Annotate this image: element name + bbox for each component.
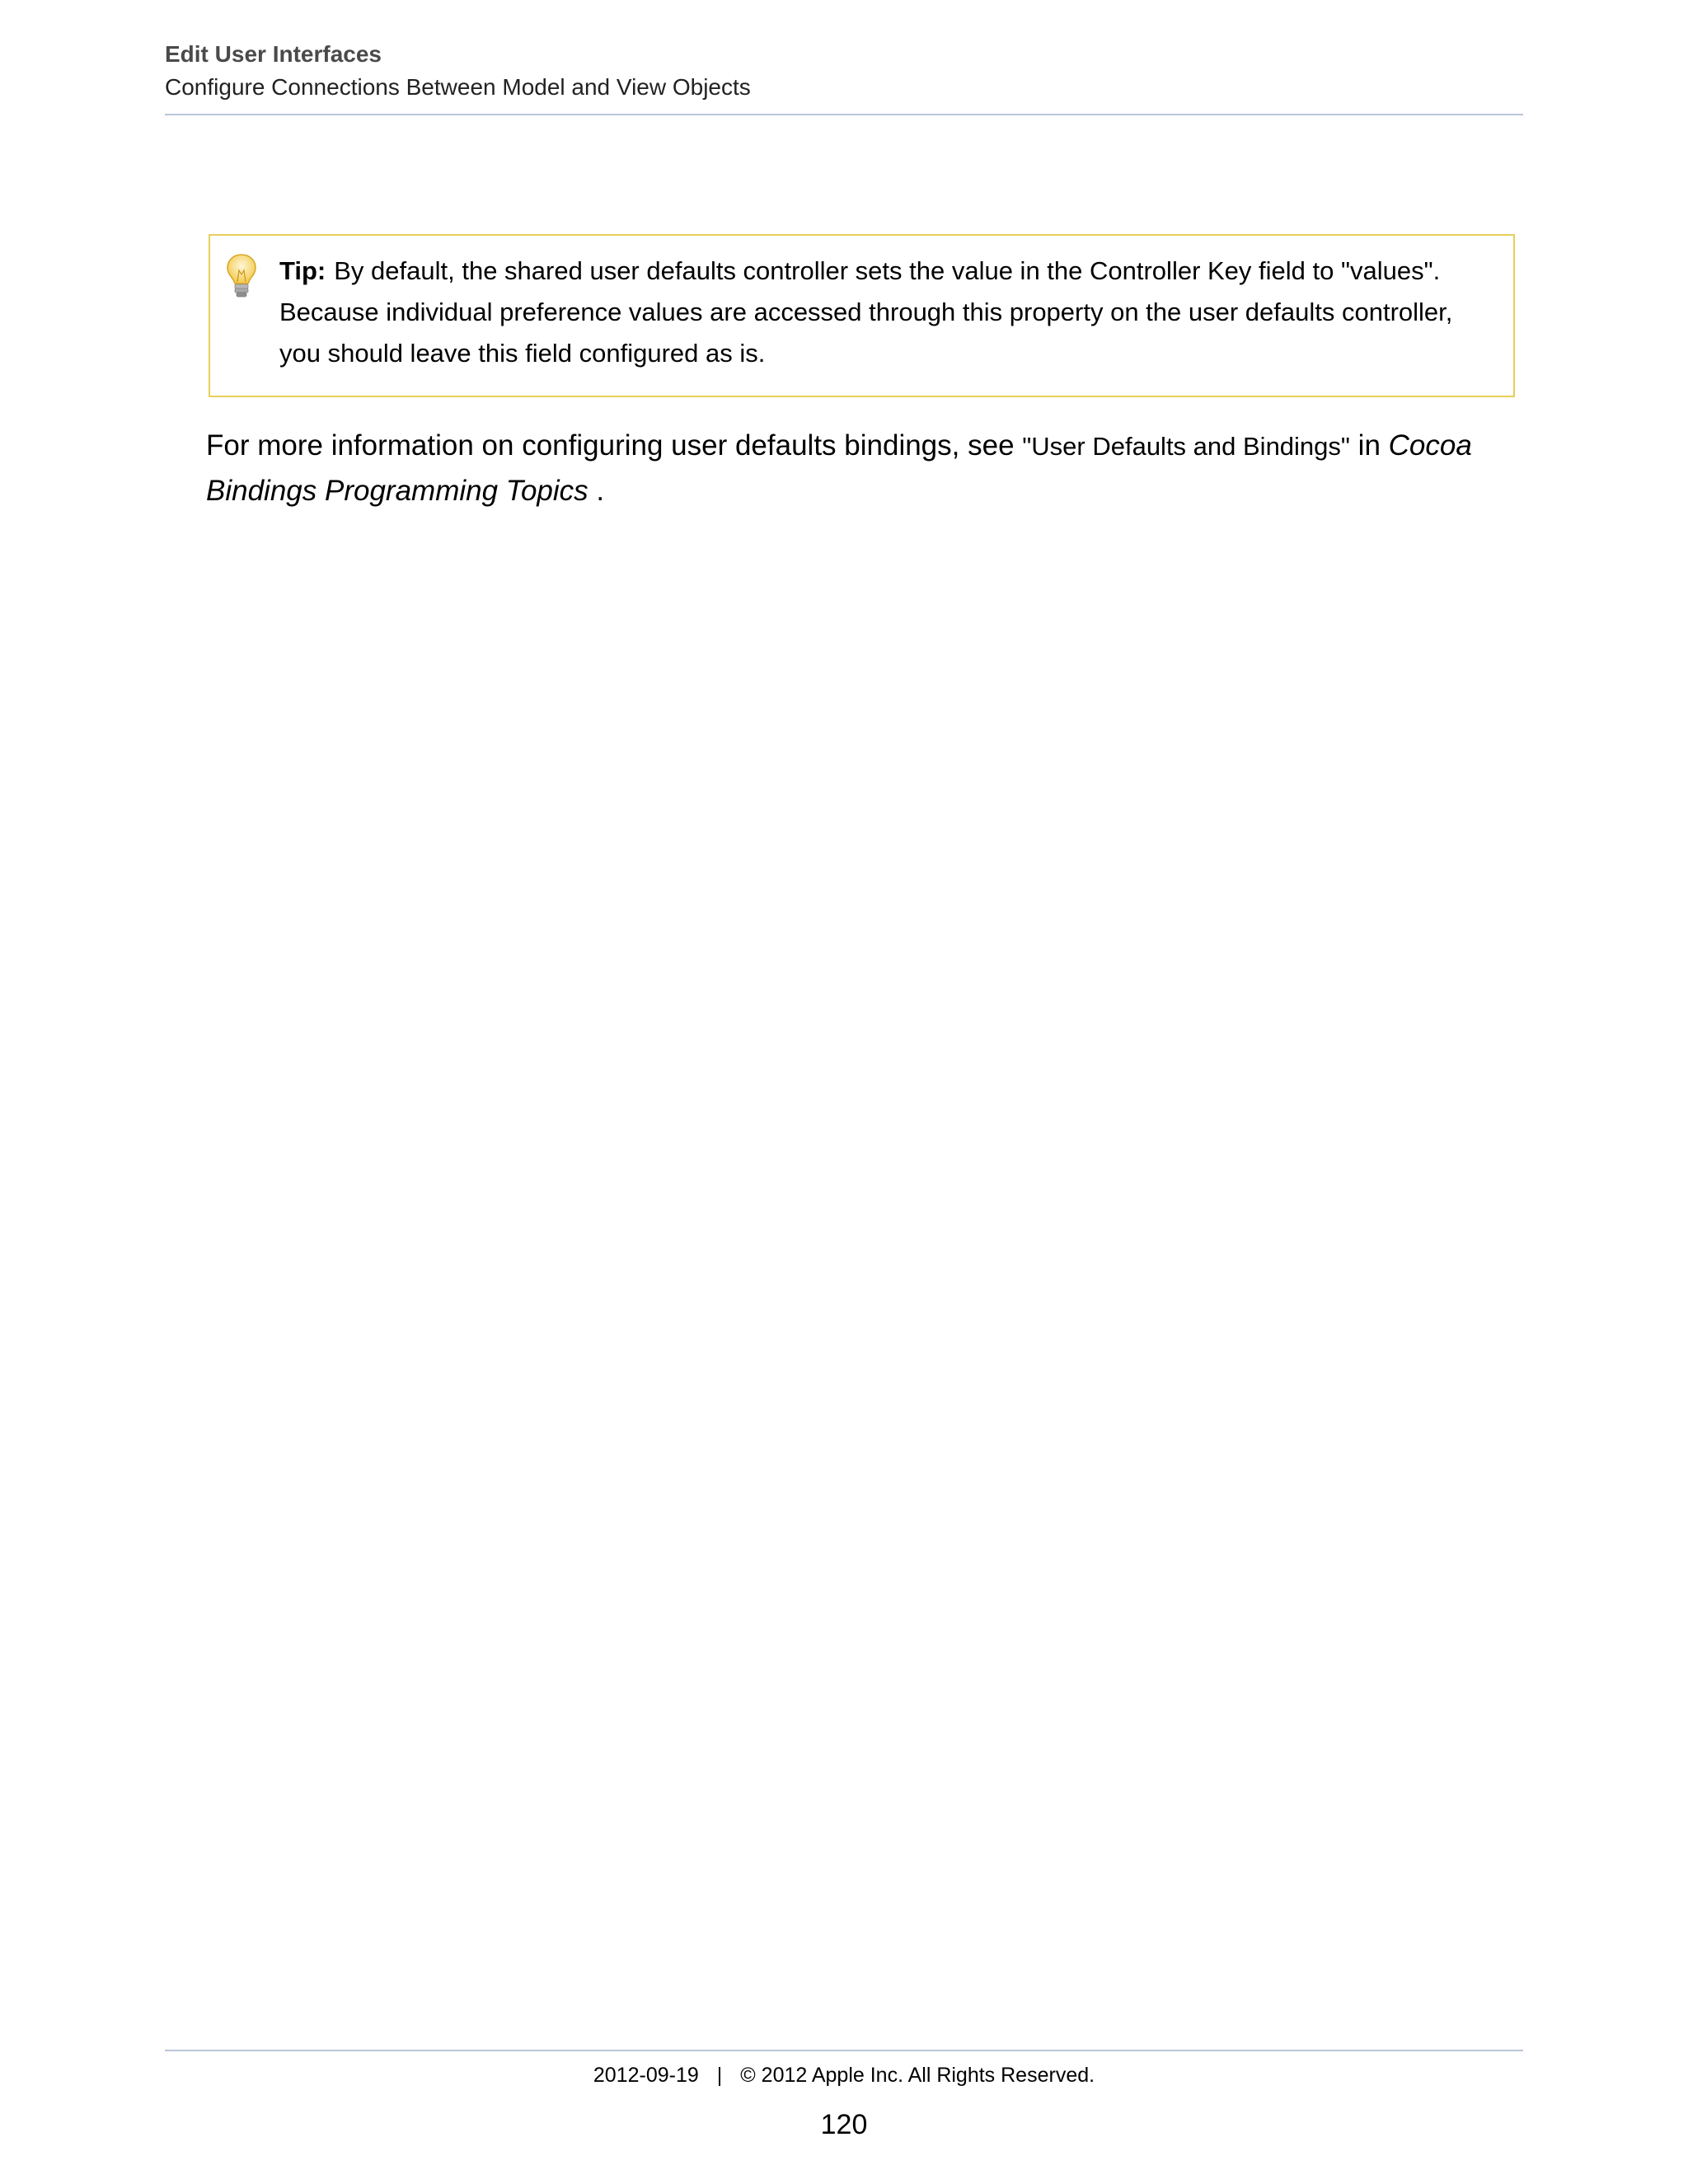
lightbulb-icon xyxy=(225,252,258,302)
footer-separator: | xyxy=(716,2064,723,2087)
page-number: 120 xyxy=(820,2109,868,2140)
section-title: Configure Connections Between Model and View Objects xyxy=(165,74,751,100)
tip-label: Tip: xyxy=(279,256,326,285)
paragraph-end: . xyxy=(588,475,605,507)
chapter-title: Edit User Interfaces xyxy=(165,41,382,67)
header-divider xyxy=(165,114,1523,115)
body-paragraph xyxy=(206,424,1525,513)
footer-date: 2012-09-19 xyxy=(593,2064,699,2087)
user-defaults-link[interactable]: "User Defaults and Bindings" xyxy=(1022,432,1350,461)
paragraph-lead: For more information on configuring user defaults bindings, see xyxy=(206,429,1023,462)
footer xyxy=(0,2060,1688,2090)
tip-box xyxy=(209,234,1515,397)
footer-copyright: © 2012 Apple Inc. All Rights Reserved. xyxy=(740,2064,1095,2087)
tip-text xyxy=(279,251,1499,374)
page-header xyxy=(165,38,1523,104)
paragraph-middle: in xyxy=(1349,429,1389,462)
footer-divider xyxy=(165,2050,1523,2051)
tip-body: By default, the shared user defaults controller sets the value in the Controller Key field to "values". Because individual preference values are accessed through this property on the user defaults controller, you should leave this field configured as is. xyxy=(279,256,1453,368)
book-title-link[interactable]: Cocoa Bindings Programming Topics xyxy=(206,429,1472,507)
